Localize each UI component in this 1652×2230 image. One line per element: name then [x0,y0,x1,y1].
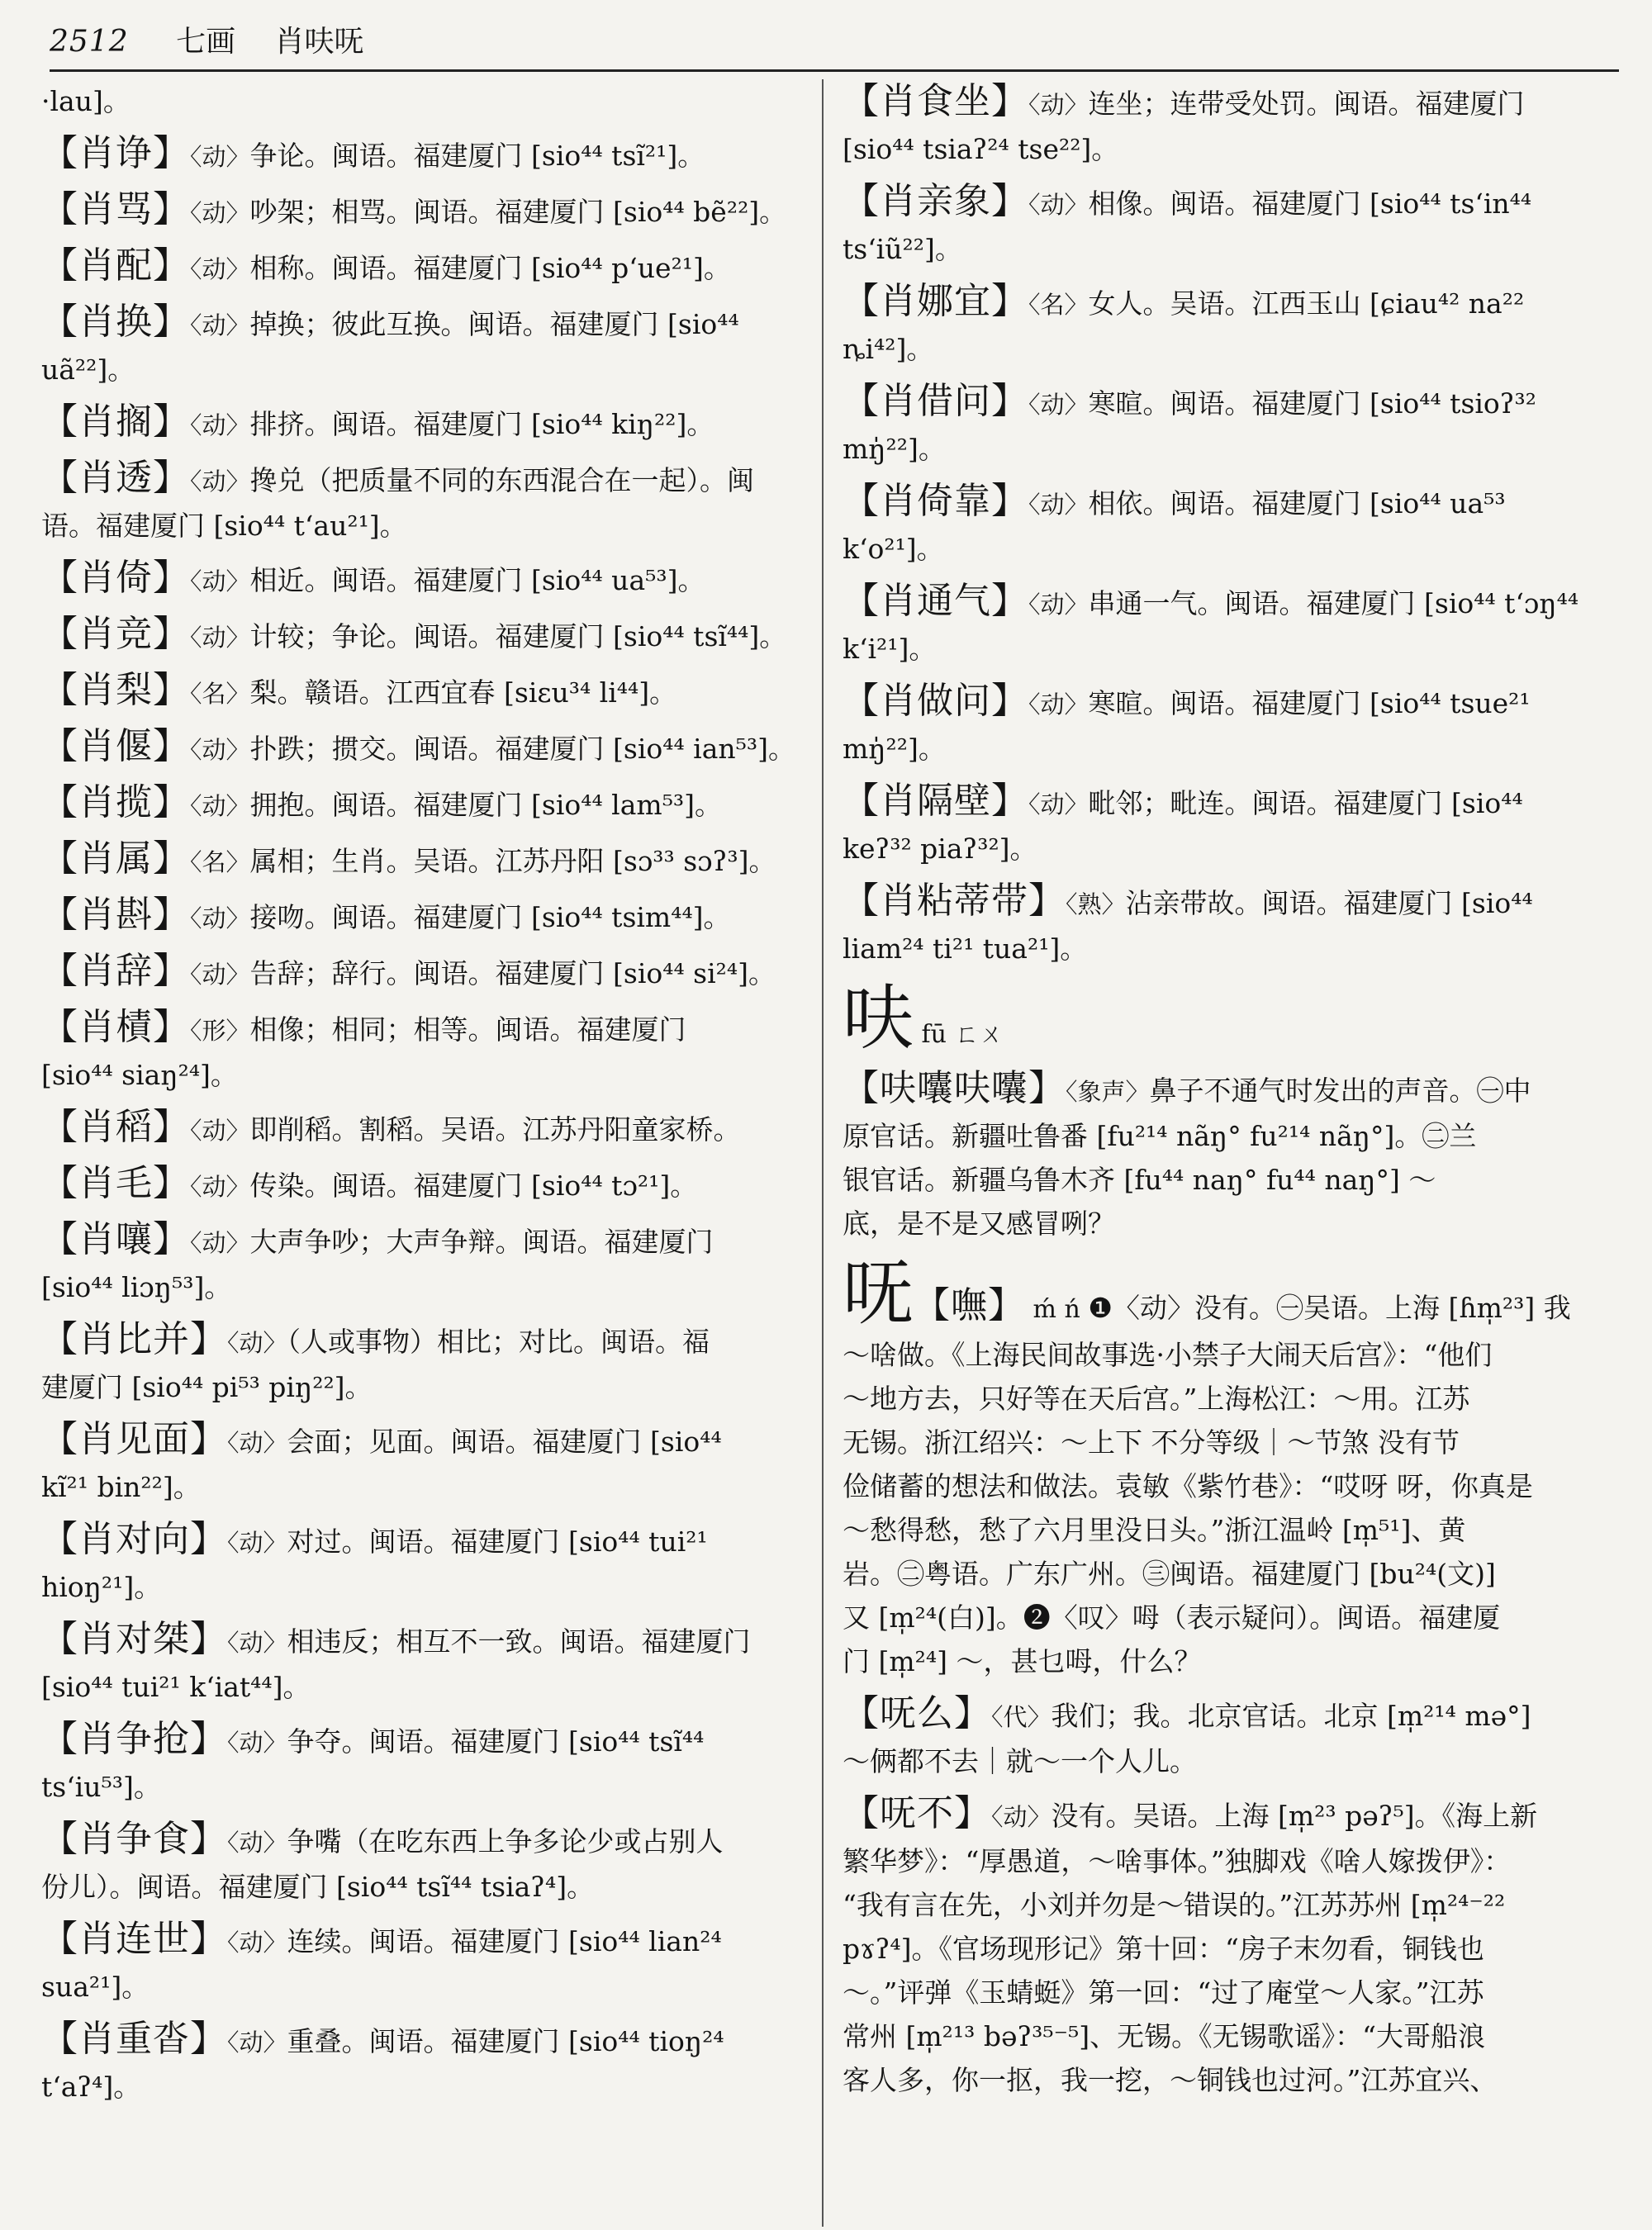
definition-line: 连续。闽语。福建厦门 [sio⁴⁴ lian²⁴ [287,1925,722,1957]
headword: 【肖争抢】 [41,1718,227,1760]
definition-line: t‘aʔ⁴]。 [41,2071,141,2103]
dictionary-entry [41,187,805,235]
definition-line: 相像；相同；相等。闽语。福建厦门 [249,1013,686,1046]
definition-line: uã²²]。 [41,353,135,386]
headword: 【呋囔呋囔】 [843,1067,1066,1109]
part-of-speech: 〈形〉 [190,1017,250,1045]
definition-line: [sio⁴⁴ siaŋ²⁴]。 [41,1059,238,1091]
dictionary-entry [41,556,805,604]
definition-line: 搀兑（把质量不同的东西混合在一起）。闽 [249,464,755,496]
headword: 【肖比并】 [41,1318,227,1360]
definition-line: （人或事物）相比；对比。闽语。福 [287,1326,710,1358]
dictionary-entry [41,1917,805,2009]
part-of-speech: 〈动〉 [190,411,250,439]
definition-line: 告辞；辞行。闽语。福建厦门 [sio⁴⁴ si²⁴]。 [249,957,776,989]
definition-line: 吵架；相骂。闽语。福建厦门 [sio⁴⁴ bẽ²²]。 [249,196,787,228]
definition-line: liam²⁴ ti²¹ tua²¹]。 [843,932,1088,965]
definition-line: [sio⁴⁴ tui²¹ k‘iat⁴⁴]。 [41,1671,311,1703]
dictionary-entry [843,679,1619,771]
definition-line: 属相；生肖。吴语。江苏丹阳 [sɔ³³ sɔʔ³]。 [249,845,776,877]
definition-line: ts‘iũ²²]。 [843,233,962,265]
dictionary-entry [843,1691,1619,1783]
dictionary-entry [843,1254,1619,1683]
dictionary-entry [41,1417,805,1509]
part-of-speech: 〈动〉 [1028,591,1089,619]
dictionary-entry [41,131,805,179]
part-of-speech: 〈动〉 [227,2028,287,2057]
definition-line: 相称。闽语。福建厦门 [sio⁴⁴ p‘ue²¹]。 [249,252,731,284]
part-of-speech: 〈动〉 [1028,790,1089,818]
headword: 【肖梨】 [41,669,190,711]
definition-line: k‘i²¹]。 [843,633,937,665]
definition-line: 门 [m̩²⁴] ～，甚乜呣，什么？ [843,1645,1202,1677]
dictionary-entry [41,1817,805,1909]
headword: 【肖对桀】 [41,1618,227,1660]
headword: 【肖倚】 [41,557,190,599]
definition-line: ～俩都不去｜就～一个人儿。 [843,1745,1197,1777]
dictionary-entry [843,1791,1619,2102]
definition-line: 寒暄。闽语。福建厦门 [sio⁴⁴ tsioʔ³² [1088,387,1536,420]
definition-line: 会面；见面。闽语。福建厦门 [sio⁴⁴ [287,1426,722,1458]
part-of-speech: 〈动〉 [190,255,250,283]
left-column [41,79,805,2117]
headword: 【呒么】 [843,1692,991,1734]
definition-line: 掉换；彼此互换。闽语。福建厦门 [sio⁴⁴ [249,308,739,340]
part-of-speech: 〈动〉 [1028,690,1089,719]
dictionary-entry [843,79,1619,171]
dictionary-entry [41,244,805,292]
definition-line: 无锡。浙江绍兴：～上下 不分等级｜～节煞 没有节 [843,1426,1460,1459]
dictionary-entry [41,1617,805,1709]
definition-line: 拥抱。闽语。福建厦门 [sio⁴⁴ lam⁵³]。 [249,789,723,821]
part-of-speech: 〈动〉 [190,624,250,652]
definition-line: ～愁得愁，愁了六月里没日头。”浙江温岭 [m̩⁵¹]、黄 [843,1514,1466,1546]
headword: 【呒不】 [843,1792,991,1834]
definition-line: [sio⁴⁴ tsiaʔ²⁴ tse²²]。 [843,133,1119,165]
definition-line: 没有。吴语。上海 [m̩²³ pəʔ⁵]。《海上新 [1051,1800,1538,1832]
headword: 【肖樍】 [41,1006,190,1048]
headword: 【肖搁】 [41,401,190,443]
headword-large: 呒 [843,1252,914,1335]
part-of-speech: 〈动〉 [190,792,250,820]
part-of-speech: 〈动〉 [190,199,250,227]
part-of-speech: 〈动〉 [190,1173,250,1201]
headword: 【肖稻】 [41,1106,190,1148]
definition-line: 毗邻；毗连。闽语。福建厦门 [sio⁴⁴ [1088,787,1523,819]
dictionary-entry [41,612,805,660]
part-of-speech: 〈动〉 [190,736,250,764]
definition-line: ts‘iu⁵³]。 [41,1771,161,1803]
part-of-speech: 〈动〉 [190,961,250,989]
dictionary-entry [843,1066,1619,1245]
definition-line: ❶〈动〉没有。㊀吴语。上海 [ɦm̩²³] 我 [1088,1292,1571,1324]
headword: 【肖对向】 [41,1518,227,1560]
part-of-speech: 〈动〉 [227,1629,287,1657]
dictionary-entry [41,724,805,772]
definition-line: ～啥做。《上海民间故事选·小禁子大闹天后宫》：“他们 [843,1339,1493,1371]
definition-line: [sio⁴⁴ liɔŋ⁵³]。 [41,1271,232,1303]
headword: 【肖食坐】 [843,80,1028,122]
dictionary-entry [843,879,1619,970]
headword: 【肖连世】 [41,1918,227,1960]
headword: 【肖换】 [41,301,190,343]
part-of-speech: 〈动〉 [227,1829,287,1857]
dictionary-entry [843,379,1619,471]
definition-line: 繁华梦》：“厚愚道，～啥事体。”独脚戏《啥人嫁拨伊》： [843,1845,1512,1877]
headword: 【肖透】 [41,457,190,499]
dictionary-entry [41,1217,805,1309]
definition-line: 重叠。闽语。福建厦门 [sio⁴⁴ tioŋ²⁴ [287,2025,724,2057]
dictionary-entry [41,1105,805,1153]
definition-line: mŋ̍²²]。 [843,433,946,465]
part-of-speech: 〈动〉 [190,143,250,171]
definition-line: 鼻子不通气时发出的声音。㊀中 [1149,1075,1531,1107]
definition-line: 俭储蓄的想法和做法。袁敏《紫竹巷》：“哎呀 呀，你真是 [843,1470,1533,1502]
headword: 【肖借问】 [843,380,1028,422]
dictionary-entry [41,837,805,885]
headword: 【肖隔壁】 [843,780,1028,822]
pronunciation: ḿ ń [1025,1295,1089,1324]
part-of-speech: 〈动〉 [227,1529,287,1557]
definition-line: 底，是不是又感冒咧？ [843,1208,1115,1240]
headword: 【肖做问】 [843,680,1028,722]
definition-line: 争嘴（在吃东西上争多论少或占别人 [287,1825,724,1858]
headword: 【肖揽】 [41,781,190,823]
right-column [843,79,1619,2110]
dictionary-entry [41,456,805,548]
dictionary-entry [41,1005,805,1097]
definition-line: ȵi⁴²]。 [843,333,934,365]
dictionary-entry [843,479,1619,571]
headword: 【肖辞】 [41,950,190,992]
definition-line: hioŋ²¹]。 [41,1571,162,1603]
part-of-speech: 〈名〉 [1028,291,1089,319]
dictionary-entry [41,79,805,123]
pronunciation: fū ㄈㄨ [914,1020,1004,1049]
headword: 【肖竞】 [41,613,190,655]
definition-line: 客人多，你一抠，我一挖，～铜钱也过河。”江苏宜兴、 [843,2064,1498,2096]
dictionary-entry [41,1161,805,1209]
dictionary-entry [41,780,805,828]
headword: 【肖争食】 [41,1818,227,1860]
headword: 【肖诤】 [41,132,190,174]
headword: 【肖毛】 [41,1162,190,1204]
headword: 【肖属】 [41,837,190,880]
page-header [50,18,364,60]
headword: 【肖嚷】 [41,1218,190,1260]
dictionary-entry [41,1517,805,1609]
definition-line: 沾亲带故。闽语。福建厦门 [sio⁴⁴ [1125,887,1533,919]
definition-line: 相像。闽语。福建厦门 [sio⁴⁴ ts‘in⁴⁴ [1088,187,1532,220]
headword: 【肖偃】 [41,725,190,767]
part-of-speech: 〈名〉 [190,680,250,708]
headword: 【肖斟】 [41,894,190,936]
part-of-speech: 〈动〉 [190,1229,250,1257]
definition-line: 常州 [m̩²¹³ bəʔ³⁵⁻⁵]、无锡。《无锡歌谣》：“大哥船浪 [843,2020,1486,2052]
part-of-speech: 〈动〉 [1028,191,1089,219]
definition-line: 对过。闽语。福建厦门 [sio⁴⁴ tui²¹ [287,1525,708,1558]
part-of-speech: 〈动〉 [190,467,250,496]
definition-line: 银官话。新疆乌鲁木齐 [fu⁴⁴ naŋ° fu⁴⁴ naŋ°] ～ [843,1164,1436,1196]
headword: 【肖配】 [41,244,190,287]
definition-line: 连坐；连带受处罚。闽语。福建厦门 [1088,88,1525,120]
dictionary-entry [843,979,1619,1058]
dictionary-entry [41,893,805,941]
definition-line: 传染。闽语。福建厦门 [sio⁴⁴ tɔ²¹]。 [249,1170,698,1202]
definition-line: ·lau]。 [41,85,131,117]
definition-line: pɤʔ⁴]。《官场现形记》第十回：“房子末勿看，铜钱也 [843,1933,1484,1965]
column-divider [822,79,824,2227]
part-of-speech: 〈动〉 [190,1117,250,1145]
headword: 【肖通气】 [843,580,1028,622]
section-label: 七画 [176,25,236,59]
headword: 【肖倚靠】 [843,480,1028,522]
headword: 【肖重沓】 [41,2018,227,2060]
dictionary-entry [843,579,1619,671]
part-of-speech: 〈动〉 [227,1429,287,1457]
definition-line: 争论。闽语。福建厦门 [sio⁴⁴ tsĩ²¹]。 [249,140,705,172]
definition-line: 相依。闽语。福建厦门 [sio⁴⁴ ua⁵³ [1088,487,1506,520]
definition-line: 相近。闽语。福建厦门 [sio⁴⁴ ua⁵³]。 [249,564,705,596]
headword: 【肖娜宜】 [843,280,1028,322]
part-of-speech: 〈动〉 [1028,391,1089,419]
headword: 【肖见面】 [41,1418,227,1460]
definition-line: keʔ³² piaʔ³²]。 [843,833,1037,865]
definition-line: “我有言在先，小刘并勿是～错误的。”江苏苏州 [m̩²⁴⁻²² [843,1889,1506,1921]
dictionary-entry [41,300,805,391]
dictionary-entry [41,400,805,448]
part-of-speech: 〈动〉 [190,904,250,932]
definition-line: 女人。吴语。江西玉山 [ɕiau⁴² na²² [1088,287,1525,320]
headword: 【嘸】 [914,1284,1025,1326]
definition-line: 即削稻。割稻。吴语。江苏丹阳童家桥。 [249,1113,741,1146]
dictionary-entry [41,1717,805,1809]
dictionary-entry [41,1317,805,1409]
page-number: 2512 [50,25,129,59]
part-of-speech: 〈动〉 [190,567,250,595]
part-of-speech: 〈动〉 [1028,491,1089,519]
definition-line: ～地方去，只好等在天后宫。”上海松江：～用。江苏 [843,1383,1470,1415]
part-of-speech: 〈名〉 [190,848,250,876]
part-of-speech: 〈熟〉 [1066,890,1126,918]
definition-line: sua²¹]。 [41,1971,150,2003]
part-of-speech: 〈动〉 [227,1929,287,1957]
headword: 【肖亲象】 [843,180,1028,222]
definition-line: 排挤。闽语。福建厦门 [sio⁴⁴ kiŋ²²]。 [249,408,714,440]
definition-line: 又 [m̩²⁴(白)]。❷〈叹〉呣（表示疑问）。闽语。福建厦 [843,1601,1501,1634]
section-chars: 肖呋呒 [274,25,364,59]
definition-line: 梨。赣语。江西宜春 [siɛu³⁴ li⁴⁴]。 [249,676,677,709]
part-of-speech: 〈动〉 [1028,91,1089,119]
definition-line: 计较；争论。闽语。福建厦门 [sio⁴⁴ tsĩ⁴⁴]。 [249,620,787,652]
definition-line: k‘o²¹]。 [843,533,944,565]
header-rule [50,69,1619,72]
definition-line: ～。”评弹《玉蜻蜓》第一回：“过了庵堂～人家。”江苏 [843,1976,1484,2009]
dictionary-entry [843,279,1619,371]
part-of-speech: 〈象声〉 [1066,1078,1150,1106]
definition-line: 大声争吵；大声争辩。闽语。福建厦门 [249,1226,714,1258]
dictionary-entry [41,949,805,997]
headword: 【肖骂】 [41,188,190,230]
part-of-speech: 〈动〉 [190,311,250,339]
definition-line: kĩ²¹ bin²²]。 [41,1471,201,1503]
definition-line: 相违反；相互不一致。闽语。福建厦门 [287,1625,751,1658]
dictionary-entry [843,179,1619,271]
definition-line: 接吻。闽语。福建厦门 [sio⁴⁴ tsim⁴⁴]。 [249,901,731,933]
dictionary-entry [843,779,1619,871]
definition-line: mŋ̍²²]。 [843,733,946,765]
part-of-speech: 〈动〉 [991,1803,1051,1831]
definition-line: 串通一气。闽语。福建厦门 [sio⁴⁴ t‘ɔŋ⁴⁴ [1088,587,1579,619]
definition-line: 扑跌；掼交。闽语。福建厦门 [sio⁴⁴ ian⁵³]。 [249,733,795,765]
part-of-speech: 〈动〉 [227,1729,287,1757]
dictionary-entry [41,668,805,716]
headword: 【肖粘蒂带】 [843,880,1066,922]
part-of-speech: 〈动〉 [227,1329,287,1357]
definition-line: 建厦门 [sio⁴⁴ pi⁵³ piŋ²²]。 [41,1371,373,1403]
definition-line: 原官话。新疆吐鲁番 [fu²¹⁴ nãŋ° fu²¹⁴ nãŋ°]。㊁兰 [843,1120,1477,1152]
dictionary-entry [41,2017,805,2109]
definition-line: 岩。㊁粤语。广东广州。㊂闽语。福建厦门 [bu²⁴(文)] [843,1558,1496,1590]
part-of-speech: 〈代〉 [991,1703,1051,1731]
definition-line: 寒暄。闽语。福建厦门 [sio⁴⁴ tsue²¹ [1088,687,1531,719]
definition-line: 我们；我。北京官话。北京 [m̩²¹⁴ mə°] [1051,1700,1531,1732]
definition-line: 份儿）。闽语。福建厦门 [sio⁴⁴ tsĩ⁴⁴ tsiaʔ⁴]。 [41,1871,595,1903]
headword-large: 呋 [843,977,914,1060]
definition-line: 争夺。闽语。福建厦门 [sio⁴⁴ tsĩ⁴⁴ [287,1725,705,1758]
definition-line: 语。福建厦门 [sio⁴⁴ t‘au²¹]。 [41,510,407,542]
